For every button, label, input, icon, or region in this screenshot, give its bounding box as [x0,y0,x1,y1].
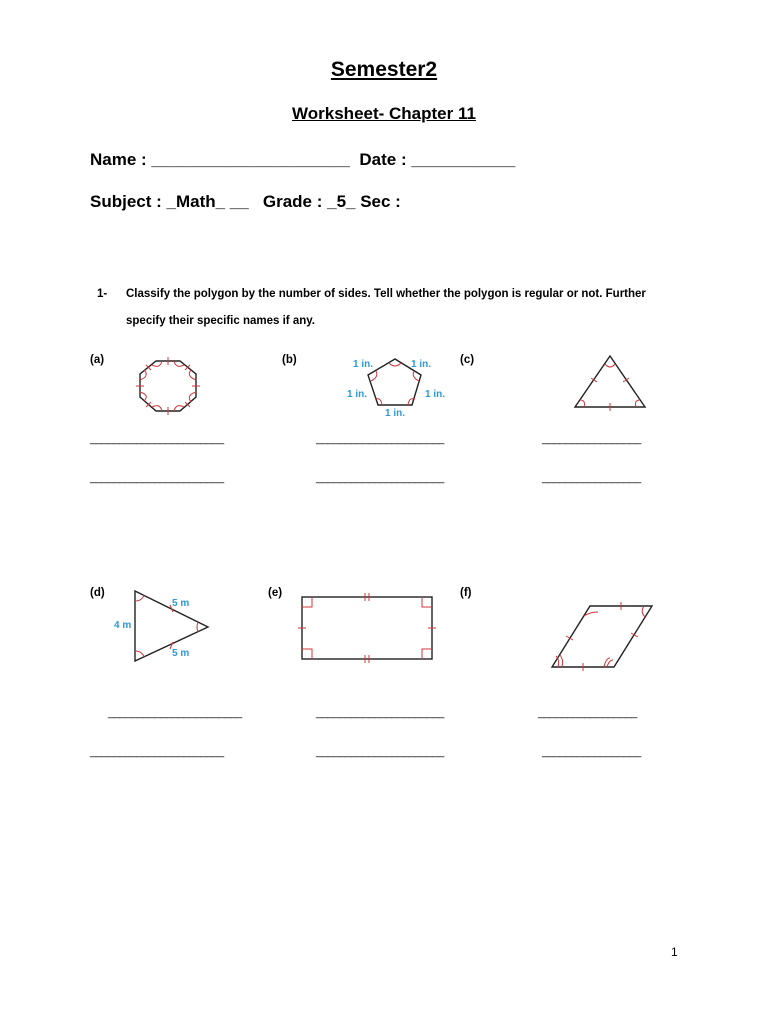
triangle-side-label: 5 m [172,598,190,609]
semester-title: Semester2 [330,58,438,81]
answer-blank-b2[interactable]: ______________________ [316,472,444,484]
answer-blank-f2[interactable]: _________________ [542,746,641,758]
worksheet-title: Worksheet- Chapter 11 [292,104,476,123]
answer-blank-d2[interactable]: _______________________ [90,746,224,758]
octagon-figure [130,355,210,417]
pentagon-side-label: 1 in. [425,389,446,400]
triangle-side-label: 5 m [172,648,190,659]
triangle-d-figure [110,585,215,665]
question-text-line1: Classify the polygon by the number of sides. Tell whether the polygon is regular or not. Further [126,288,646,300]
answer-blank-a2[interactable]: _______________________ [90,472,224,484]
rhombus-figure [548,600,658,672]
question-text-line2: specify their specific names if any. [126,315,315,327]
answer-blank-f1[interactable]: _________________ [538,707,637,719]
pentagon-side-label: 1 in. [347,389,368,400]
answer-blank-c2[interactable]: _________________ [542,472,641,484]
pentagon-figure [345,355,445,420]
label-b: (b) [282,354,297,366]
label-e: (e) [268,587,283,599]
label-a: (a) [90,354,105,366]
answer-blank-c1[interactable]: _________________ [542,433,641,445]
triangle-side-label: 4 m [114,620,132,631]
question-number: 1- [97,288,108,300]
page-number: 1 [671,945,678,959]
pentagon-side-label: 1 in. [411,359,432,370]
subject-grade-line: Subject : _Math_ __ Grade : _5_ Sec : [90,192,401,211]
answer-blank-e1[interactable]: ______________________ [316,707,444,719]
triangle-c-figure [570,350,650,410]
label-f: (f) [460,587,472,599]
answer-blank-b1[interactable]: ______________________ [316,433,444,445]
label-d: (d) [90,587,105,599]
answer-blank-a1[interactable]: _______________________ [90,433,224,445]
name-date-line: Name : _____________________ Date : ___________ [90,150,516,169]
answer-blank-d1[interactable]: _______________________ [108,707,242,719]
label-c: (c) [460,354,475,366]
pentagon-side-label: 1 in. [353,359,374,370]
pentagon-side-label: 1 in. [385,408,406,419]
rectangle-figure [295,590,440,665]
answer-blank-e2[interactable]: ______________________ [316,746,444,758]
